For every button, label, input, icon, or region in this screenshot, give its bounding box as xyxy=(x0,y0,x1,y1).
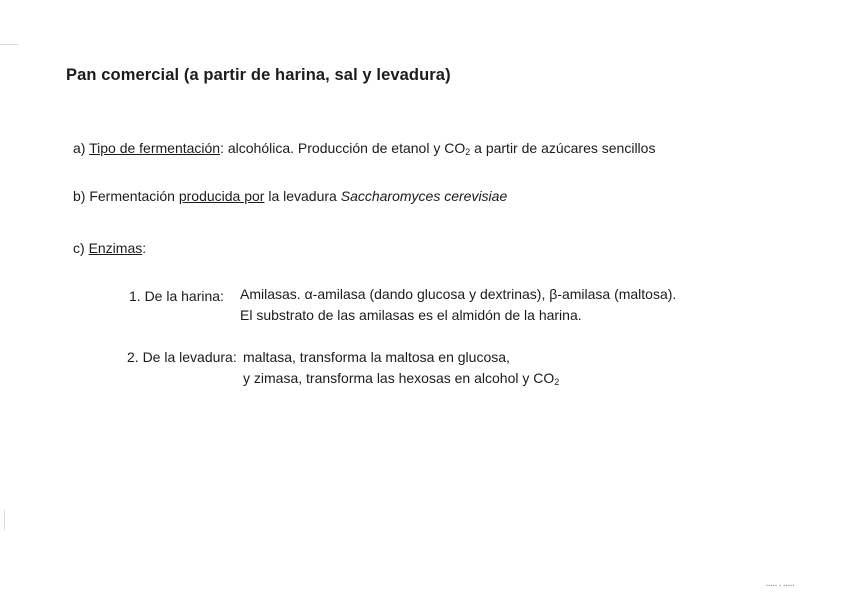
item-c-prefix: c) xyxy=(73,240,89,256)
enzyme-yeast-line-2 xyxy=(243,370,559,387)
item-b-text: la levadura xyxy=(264,188,341,204)
item-b-label: producida por xyxy=(178,188,265,204)
scanner-footer-mark: ▪▪▪▪▪ ▪ ▪▪▪▪▪ xyxy=(766,583,795,589)
scan-edge-mark xyxy=(4,510,5,530)
item-a-subscript: 2 xyxy=(465,147,471,157)
item-a-label: Tipo de fermentación xyxy=(89,140,221,156)
scan-edge-mark xyxy=(0,44,18,45)
item-c-colon: : xyxy=(142,240,147,256)
item-a-text-end: a partir de azúcares sencillos xyxy=(470,140,656,156)
item-b-produced-by xyxy=(73,188,507,204)
item-a-prefix: a) xyxy=(73,140,90,156)
enzyme-source-yeast-label: 2. De la levadura: xyxy=(127,349,237,365)
item-c-label: Enzimas xyxy=(88,240,143,256)
item-a-colon: : xyxy=(220,140,224,156)
enzyme-yeast-line-1: maltasa, transforma la maltosa en glucosa, xyxy=(243,349,510,365)
enzyme-yeast-line-2-subscript: 2 xyxy=(554,377,560,387)
item-a-text: alcohólica. Producción de etanol y CO xyxy=(223,140,466,156)
page-title: Pan comercial (a partir de harina, sal y levadura) xyxy=(66,66,451,84)
enzyme-flour-line-1: Amilasas. α-amilasa (dando glucosa y dextrinas), β-amilasa (maltosa). xyxy=(240,286,677,302)
item-b-species: Saccharomyces cerevisiae xyxy=(340,188,508,204)
item-b-prefix: b) Fermentación xyxy=(73,188,179,204)
item-c-enzymes xyxy=(73,240,146,256)
item-a-fermentation-type xyxy=(73,140,655,157)
enzyme-yeast-line-2-text: y zimasa, transforma las hexosas en alcohol y CO xyxy=(243,370,555,386)
enzyme-source-flour-label: 1. De la harina: xyxy=(129,288,224,304)
enzyme-flour-line-2: El substrato de las amilasas es el almidón de la harina. xyxy=(240,307,582,323)
